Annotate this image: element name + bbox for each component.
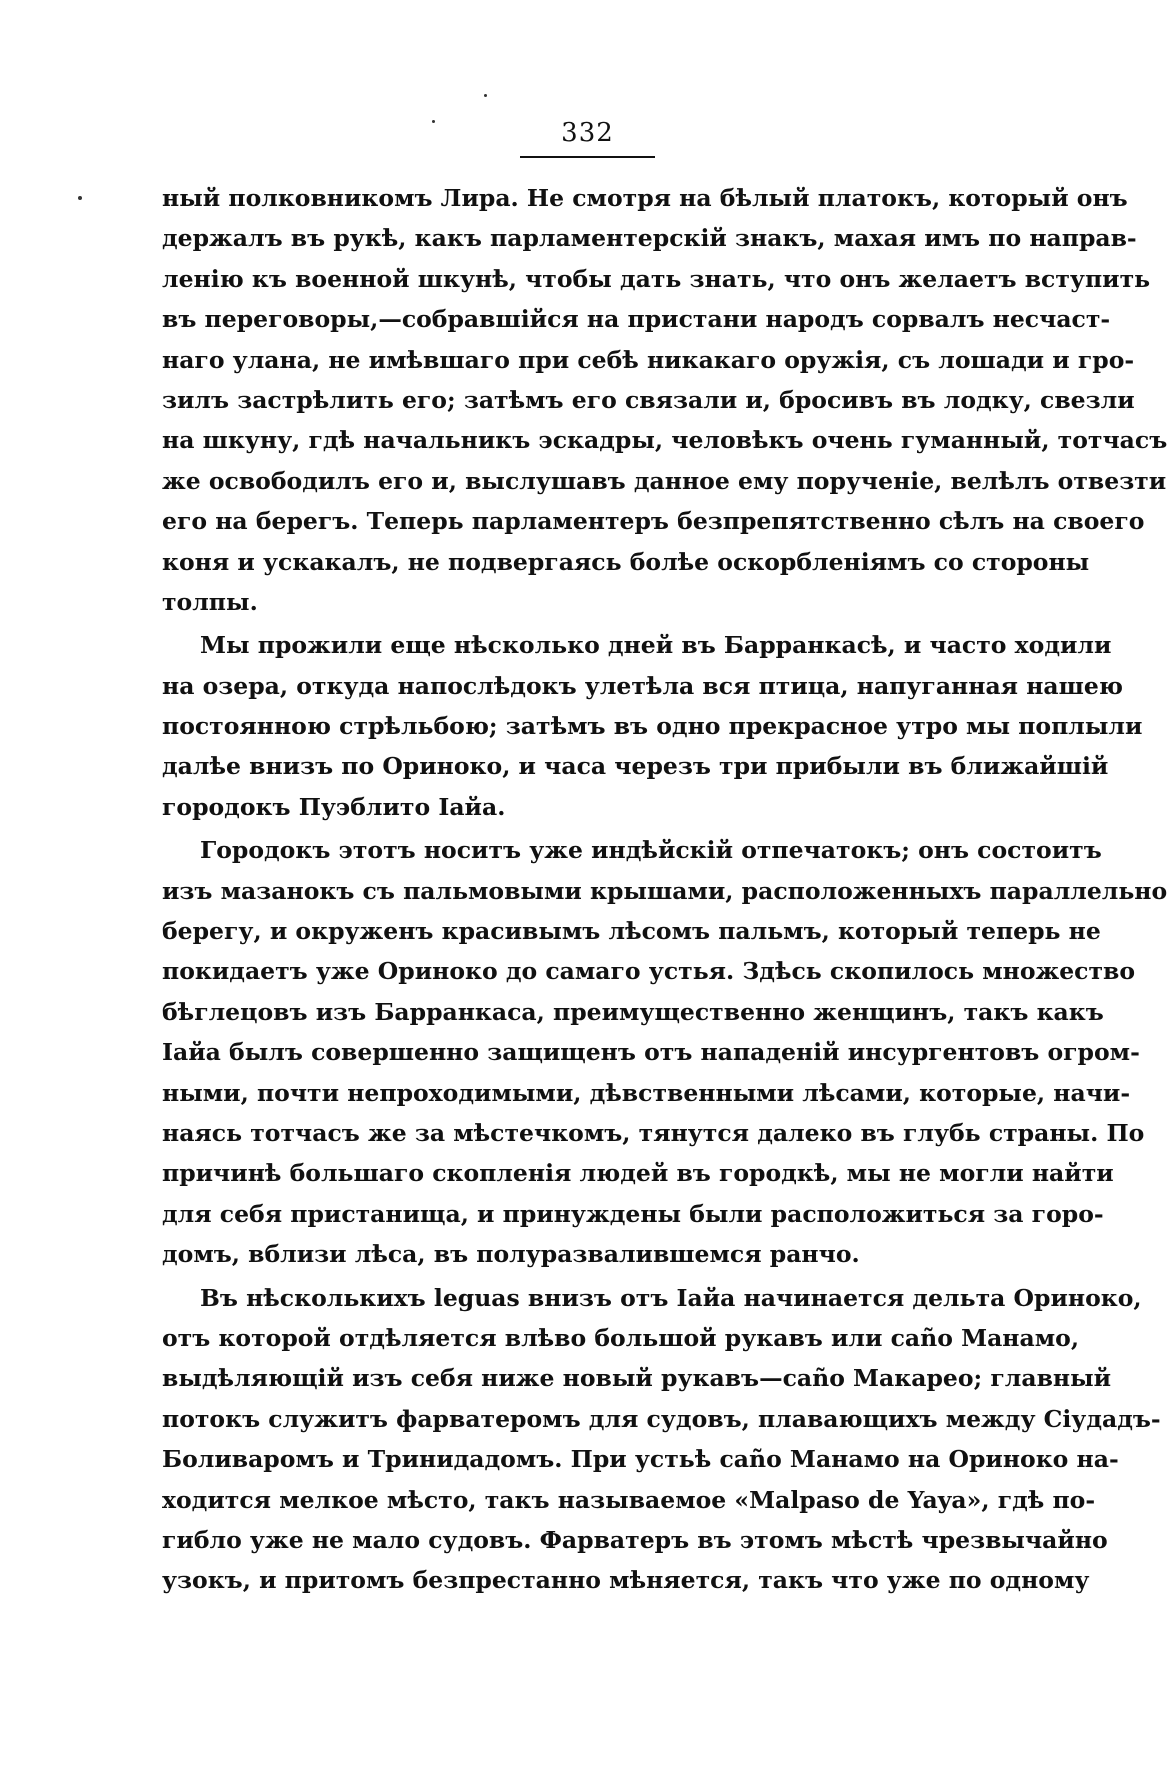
text-line: отъ которой отдѣляется влѣво большой рукавъ или caño Манамо, [162,1323,1080,1352]
paragraph-2 [162,625,1143,827]
page-number: 332 [561,118,614,148]
text-line: держалъ въ рукѣ, какъ парламентерскій знакъ, махая имъ по направ- [162,224,1137,253]
text-line: на озера, откуда напослѣдокъ улетѣла вся птица, напуганная нашею [162,671,1123,700]
body-text [162,178,1167,1601]
text-line: зилъ застрѣлить его; затѣмъ его связали и, бросивъ въ лодку, свезли [162,385,1135,414]
text-line: причинѣ большаго скопленія людей въ городкѣ, мы не могли найти [162,1159,1114,1188]
text-line: наго улана, не имѣвшаго при себѣ никакаго оружія, съ лошади и гро- [162,345,1135,374]
text-line: коня и ускакалъ, не подвергаясь болѣе оскорбленіямъ со стороны [162,547,1090,576]
text-line: далѣе внизъ по Ориноко, и часа черезъ три прибыли въ ближайшій [162,752,1109,781]
text-line: наясь тотчасъ же за мѣстечкомъ, тянутся далеко въ глубь страны. По [162,1118,1145,1147]
text-line: городокъ Пуэблито Іайа. [162,792,506,821]
text-line: Іайа былъ совершенно защищенъ отъ нападеній инсургентовъ огром- [162,1038,1140,1067]
ink-speck [484,94,487,97]
text-line: на шкуну, гдѣ начальникъ эскадры, человѣкъ очень гуманный, тотчасъ [162,426,1167,455]
text-line: ными, почти непроходимыми, дѣвственными лѣсами, которые, начи- [162,1078,1131,1107]
text-line: изъ мазанокъ съ пальмовыми крышами, расположенныхъ параллельно [162,876,1167,905]
text-line: же освободилъ его и, выслушавъ данное ему порученіе, велѣлъ отвезти [162,466,1167,495]
text-line: узокъ, и притомъ безпрестанно мѣняется, такъ что уже по одному [162,1566,1090,1595]
text-line: ный полковникомъ Лира. Не смотря на бѣлый платокъ, который онъ [162,184,1128,212]
text-line: толпы. [162,587,258,616]
text-line: Мы прожили еще нѣсколько дней въ Барранкасѣ, и часто ходили [200,631,1112,660]
text-line: потокъ служитъ фарватеромъ для судовъ, плавающихъ между Сіудадъ- [162,1404,1161,1433]
page-number-rule [520,156,655,158]
text-line: гибло уже не мало судовъ. Фарватеръ въ этомъ мѣстѣ чрезвычайно [162,1525,1108,1554]
text-line: Городокъ этотъ носитъ уже индѣйскій отпечатокъ; онъ состоитъ [200,836,1102,865]
text-line: постоянною стрѣльбою; затѣмъ въ одно прекрасное утро мы поплыли [162,712,1143,741]
text-line: берегу, и окруженъ красивымъ лѣсомъ пальмъ, который теперь не [162,917,1101,946]
text-line: его на берегъ. Теперь парламентеръ безпрепятственно сѣлъ на своего [162,507,1145,536]
text-line: въ переговоры,—собравшійся на пристани народъ сорвалъ несчаст- [162,305,1111,334]
text-line: выдѣляющій изъ себя ниже новый рукавъ—caño Макарео; главный [162,1364,1112,1393]
paragraph-1 [162,178,1167,622]
text-line: Въ нѣсколькихъ leguas внизъ отъ Іайа начинается дельта Ориноко, [200,1283,1142,1312]
text-line: покидаетъ уже Ориноко до самаго устья. Здѣсь скопилось множество [162,957,1136,986]
text-line: ленію къ военной шкунѣ, чтобы дать знать, что онъ желаетъ вступить [162,264,1151,293]
paragraph-3 [162,830,1167,1274]
text-line: для себя пристанища, и принуждены были расположиться за горо- [162,1199,1104,1228]
text-line: Боливаромъ и Тринидадомъ. При устьѣ caño Манамо на Ориноко на- [162,1445,1119,1474]
text-line: ходится мелкое мѣсто, такъ называемое «Malpaso de Yaya», гдѣ по- [162,1485,1096,1514]
ink-speck [432,120,435,123]
ink-speck [78,196,82,200]
text-line: бѣглецовъ изъ Барранкаса, преимущественно женщинъ, такъ какъ [162,997,1104,1026]
text-line: домъ, вблизи лѣса, въ полуразвалившемся ранчо. [162,1240,860,1269]
paragraph-4 [162,1278,1161,1601]
